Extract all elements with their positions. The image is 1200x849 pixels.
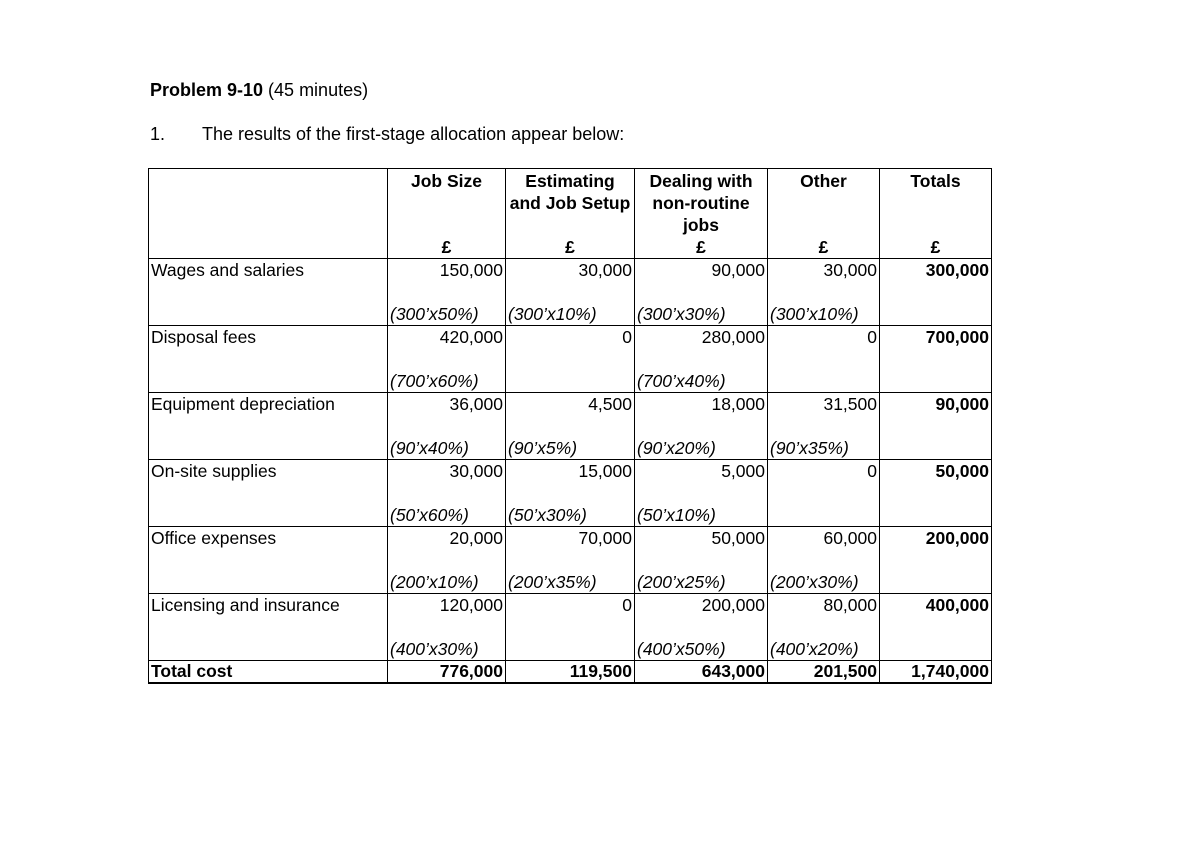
allocation-cell	[635, 259, 768, 326]
allocation-value: 150,000	[439, 260, 503, 280]
row-total: 200,000	[880, 527, 992, 594]
allocation-cell	[388, 326, 506, 393]
allocation-calculation: (300’x50%)	[390, 304, 479, 324]
allocation-value: 20,000	[449, 528, 503, 548]
allocation-value: 90,000	[711, 260, 765, 280]
total-cost-value: 643,000	[635, 661, 768, 684]
table-row	[149, 460, 992, 527]
allocation-calculation: (200’x30%)	[770, 572, 859, 592]
total-cost-label: Total cost	[149, 661, 388, 684]
allocation-cell	[388, 527, 506, 594]
allocation-calculation: (90’x20%)	[637, 438, 716, 458]
allocation-calculation: (50’x30%)	[508, 505, 587, 525]
allocation-calculation: (300’x10%)	[508, 304, 597, 324]
problem-title: Problem 9-10	[150, 80, 264, 100]
allocation-cell	[506, 393, 635, 460]
row-total: 50,000	[880, 460, 992, 527]
allocation-cell	[506, 326, 635, 393]
allocation-value: 0	[622, 595, 632, 615]
column-header-label: Other	[800, 171, 847, 191]
allocation-value: 70,000	[578, 528, 632, 548]
allocation-value: 30,000	[823, 260, 877, 280]
allocation-cell	[768, 326, 880, 393]
allocation-cell	[768, 259, 880, 326]
allocation-value: 36,000	[449, 394, 503, 414]
allocation-cell	[506, 460, 635, 527]
allocation-value: 60,000	[823, 528, 877, 548]
allocation-value: 420,000	[439, 327, 503, 347]
allocation-calculation: (700’x60%)	[390, 371, 479, 391]
allocation-calculation: (90’x40%)	[390, 438, 469, 458]
problem-heading	[150, 80, 368, 101]
allocation-value: 0	[867, 461, 877, 481]
allocation-calculation: (700’x40%)	[637, 371, 726, 391]
allocation-cell	[635, 460, 768, 527]
column-header-unit: £	[818, 237, 829, 257]
column-header	[635, 169, 768, 259]
header-row	[149, 169, 992, 259]
allocation-cell	[635, 393, 768, 460]
allocation-value: 200,000	[701, 595, 765, 615]
column-header-unit: £	[696, 237, 706, 257]
allocation-calculation: (50’x60%)	[390, 505, 469, 525]
allocation-calculation: (90’x5%)	[508, 438, 578, 458]
column-header	[880, 169, 992, 259]
column-header-unit: £	[930, 237, 941, 257]
column-header	[506, 169, 635, 259]
allocation-calculation: (300’x10%)	[770, 304, 859, 324]
column-header	[768, 169, 880, 259]
table-body	[149, 259, 992, 684]
intro-text: The results of the first-stage allocation appear below:	[202, 124, 625, 144]
allocation-value: 15,000	[578, 461, 632, 481]
allocation-value: 0	[867, 327, 877, 347]
allocation-cell	[388, 393, 506, 460]
row-label: Office expenses	[149, 527, 388, 594]
allocation-value: 5,000	[721, 461, 765, 481]
total-cost-value: 776,000	[388, 661, 506, 684]
allocation-calculation: (400’x50%)	[637, 639, 726, 659]
allocation-cell	[768, 527, 880, 594]
allocation-cell	[506, 527, 635, 594]
allocation-value: 120,000	[439, 595, 503, 615]
allocation-cell	[635, 527, 768, 594]
column-header-unit: £	[441, 237, 452, 257]
allocation-cell	[768, 460, 880, 527]
allocation-value: 80,000	[823, 595, 877, 615]
row-total: 700,000	[880, 326, 992, 393]
allocation-cell	[768, 594, 880, 661]
column-header-label: Dealing with non-routine jobs	[649, 171, 753, 235]
allocation-calculation: (200’x35%)	[508, 572, 597, 592]
total-cost-value: 201,500	[768, 661, 880, 684]
allocation-cell	[506, 259, 635, 326]
row-label: Disposal fees	[149, 326, 388, 393]
allocation-table	[148, 168, 992, 684]
total-cost-value: 119,500	[506, 661, 635, 684]
table-row	[149, 594, 992, 661]
allocation-calculation: (200’x10%)	[390, 572, 479, 592]
row-label: Licensing and insurance	[149, 594, 388, 661]
table-row	[149, 527, 992, 594]
column-header	[149, 169, 388, 259]
allocation-cell	[768, 393, 880, 460]
allocation-value: 18,000	[711, 394, 765, 414]
table-row	[149, 393, 992, 460]
allocation-calculation: (50’x10%)	[637, 505, 716, 525]
allocation-value: 50,000	[711, 528, 765, 548]
column-header-unit: £	[565, 237, 575, 257]
row-label: Equipment depreciation	[149, 393, 388, 460]
allocation-calculation: (400’x20%)	[770, 639, 859, 659]
table-row	[149, 326, 992, 393]
column-header-label: Estimating and Job Setup	[509, 171, 631, 213]
total-cost-value: 1,740,000	[880, 661, 992, 684]
column-header-label: Totals	[910, 171, 961, 191]
allocation-value: 31,500	[823, 394, 877, 414]
row-label: Wages and salaries	[149, 259, 388, 326]
total-cost-row	[149, 661, 992, 684]
allocation-value: 30,000	[449, 461, 503, 481]
column-header-label	[151, 170, 385, 236]
allocation-value: 30,000	[578, 260, 632, 280]
row-total: 400,000	[880, 594, 992, 661]
allocation-cell	[388, 460, 506, 527]
allocation-cell	[388, 259, 506, 326]
allocation-cell	[635, 326, 768, 393]
intro-line	[150, 124, 624, 145]
allocation-cell	[506, 594, 635, 661]
allocation-value: 4,500	[588, 394, 632, 414]
column-header	[388, 169, 506, 259]
column-header-label: Job Size	[411, 171, 482, 191]
allocation-cell	[635, 594, 768, 661]
allocation-cell	[388, 594, 506, 661]
allocation-value: 0	[622, 327, 632, 347]
allocation-calculation: (400’x30%)	[390, 639, 479, 659]
allocation-value: 280,000	[701, 327, 765, 347]
allocation-calculation: (200’x25%)	[637, 572, 726, 592]
row-total: 90,000	[880, 393, 992, 460]
allocation-calculation: (300’x30%)	[637, 304, 726, 324]
row-label: On-site supplies	[149, 460, 388, 527]
row-total: 300,000	[880, 259, 992, 326]
problem-duration: (45 minutes)	[263, 80, 369, 100]
intro-number: 1.	[150, 124, 166, 144]
table-row	[149, 259, 992, 326]
allocation-calculation: (90’x35%)	[770, 438, 849, 458]
